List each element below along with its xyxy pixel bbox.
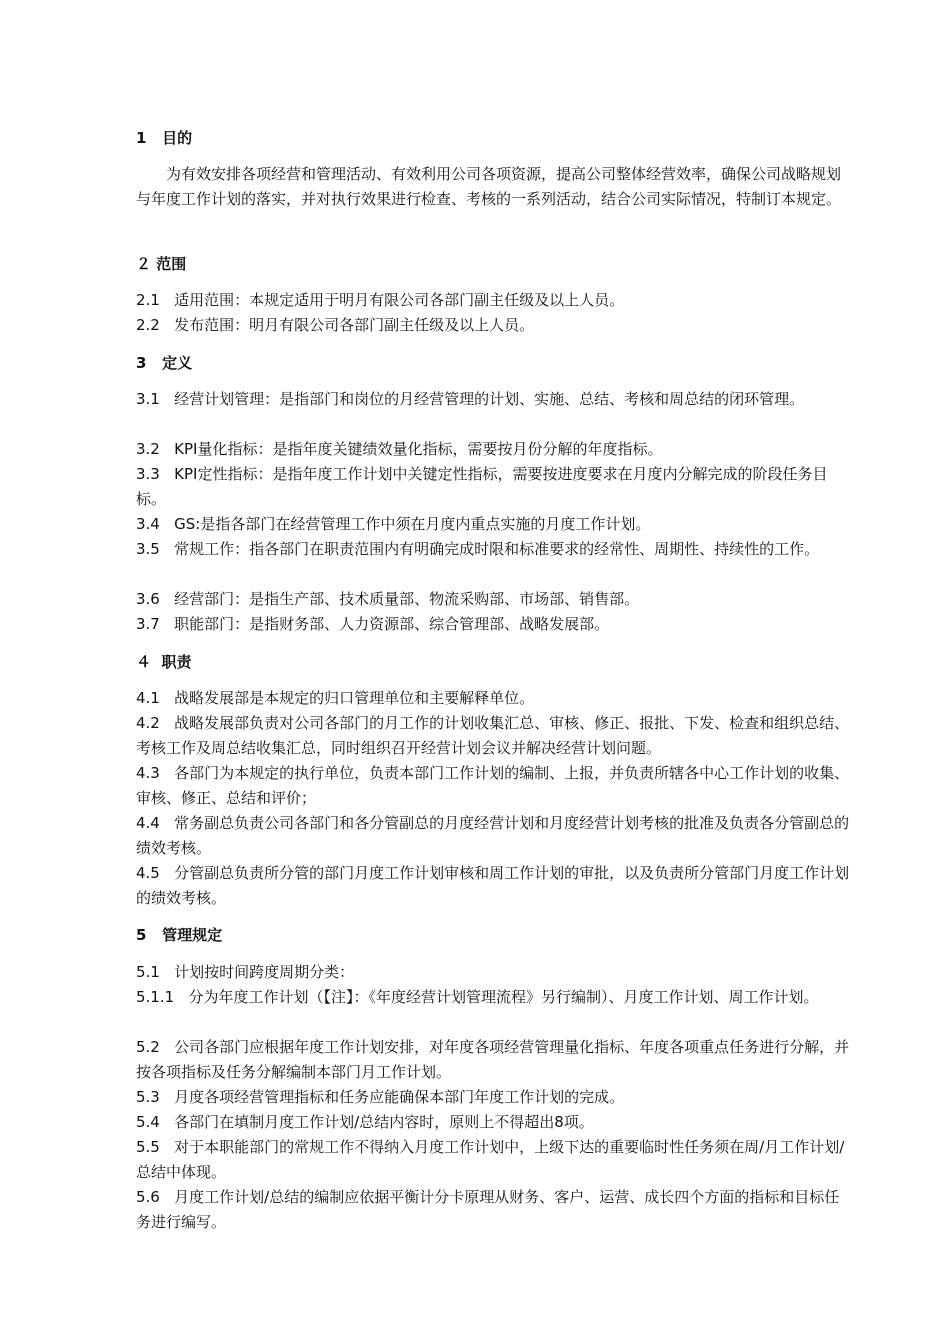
scope-item-2-1: 2.1 适用范围：本规定适用于明月有限公司各部门副主任级及以上人员。 (136, 291, 625, 309)
scope-item-2-2: 2.2 发布范围：明月有限公司各部门副主任级及以上人员。 (136, 316, 535, 334)
responsibility-item-4-5: 4.5 分管副总负责所分管的部门月度工作计划审核和周工作计划的审批，以及负责所分管部门月度工作计划的绩效考核。 (136, 864, 850, 907)
management-item-5-5: 5.5 对于本职能部门的常规工作不得纳入月度工作计划中，上级下达的重要临时性任务须在周/月工作计划/总结中体现。 (136, 1138, 845, 1181)
definition-item-3-6: 3.6 经营部门：是指生产部、技术质量部、物流采购部、市场部、销售部。 (136, 590, 640, 608)
section-heading-responsibilities: ４ 职责 (136, 653, 192, 671)
section-heading-definitions: 3 定义 (136, 354, 193, 372)
section-heading-management: 5 管理规定 (136, 926, 223, 944)
definition-item-3-2: 3.2 KPI量化指标：是指年度关键绩效量化指标，需要按月份分解的年度指标。 (136, 440, 663, 458)
definition-item-3-7: 3.7 职能部门：是指财务部、人力资源部、综合管理部、战略发展部。 (136, 615, 610, 633)
section-heading-scope: ２ 范围 (136, 255, 187, 273)
purpose-paragraph: 为有效安排各项经营和管理活动、有效利用公司各项资源，提高公司整体经营效率，确保公司战略规划与年度工作计划的落实，并对执行效果进行检查、考核的一系列活动，结合公司实际情况，特制订本规定。 (136, 165, 842, 208)
management-item-5-6: 5.6 月度工作计划/总结的编制应依据平衡计分卡原理从财务、客户、运营、成长四个方面的指标和目标任务进行编写。 (136, 1188, 840, 1231)
definition-item-3-4: 3.4 GS:是指各部门在经营管理工作中须在月度内重点实施的月度工作计划。 (136, 515, 651, 533)
responsibility-item-4-3: 4.3 各部门为本规定的执行单位，负责本部门工作计划的编制、上报，并负责所辖各中心工作计划的收集、审核、修正、总结和评价； (136, 764, 850, 807)
management-item-5-4: 5.4 各部门在填制月度工作计划/总结内容时，原则上不得超出8项。 (136, 1113, 594, 1131)
definition-item-3-3: 3.3 KPI定性指标：是指年度工作计划中关键定性指标，需要按进度要求在月度内分解完成的阶段任务目标。 (136, 465, 828, 508)
responsibility-item-4-4: 4.4 常务副总负责公司各部门和各分管副总的月度经营计划和月度经营计划考核的批准及负责各分管副总的绩效考核。 (136, 814, 850, 857)
definition-item-3-5: 3.5 常规工作：指各部门在职责范围内有明确完成时限和标准要求的经常性、周期性、持续性的工作。 (136, 540, 820, 558)
definition-item-3-1: 3.1 经营计划管理：是指部门和岗位的月经营管理的计划、实施、总结、考核和周总结的闭环管理。 (136, 390, 805, 408)
management-item-5-1: 5.1 计划按时间跨度周期分类： (136, 963, 355, 981)
responsibility-item-4-2: 4.2 战略发展部负责对公司各部门的月工作的计划收集汇总、审核、修正、报批、下发、检查和组织总结、考核工作及周总结收集汇总，同时组织召开经营计划会议并解决经营计划问题。 (136, 714, 850, 757)
management-item-5-2: 5.2 公司各部门应根据年度工作计划安排，对年度各项经营管理量化指标、年度各项重点任务进行分解，并按各项指标及任务分解编制本部门月工作计划。 (136, 1038, 850, 1081)
section-heading-purpose: 1 目的 (136, 129, 193, 147)
management-item-5-3: 5.3 月度各项经营管理指标和任务应能确保本部门年度工作计划的完成。 (136, 1088, 625, 1106)
management-item-5-1-1: 5.1.1 分为年度工作计划（【注】：《年度经营计划管理流程》另行编制）、月度工作计划、周工作计划。 (136, 988, 819, 1006)
responsibility-item-4-1: 4.1 战略发展部是本规定的归口管理单位和主要解释单位。 (136, 689, 535, 707)
